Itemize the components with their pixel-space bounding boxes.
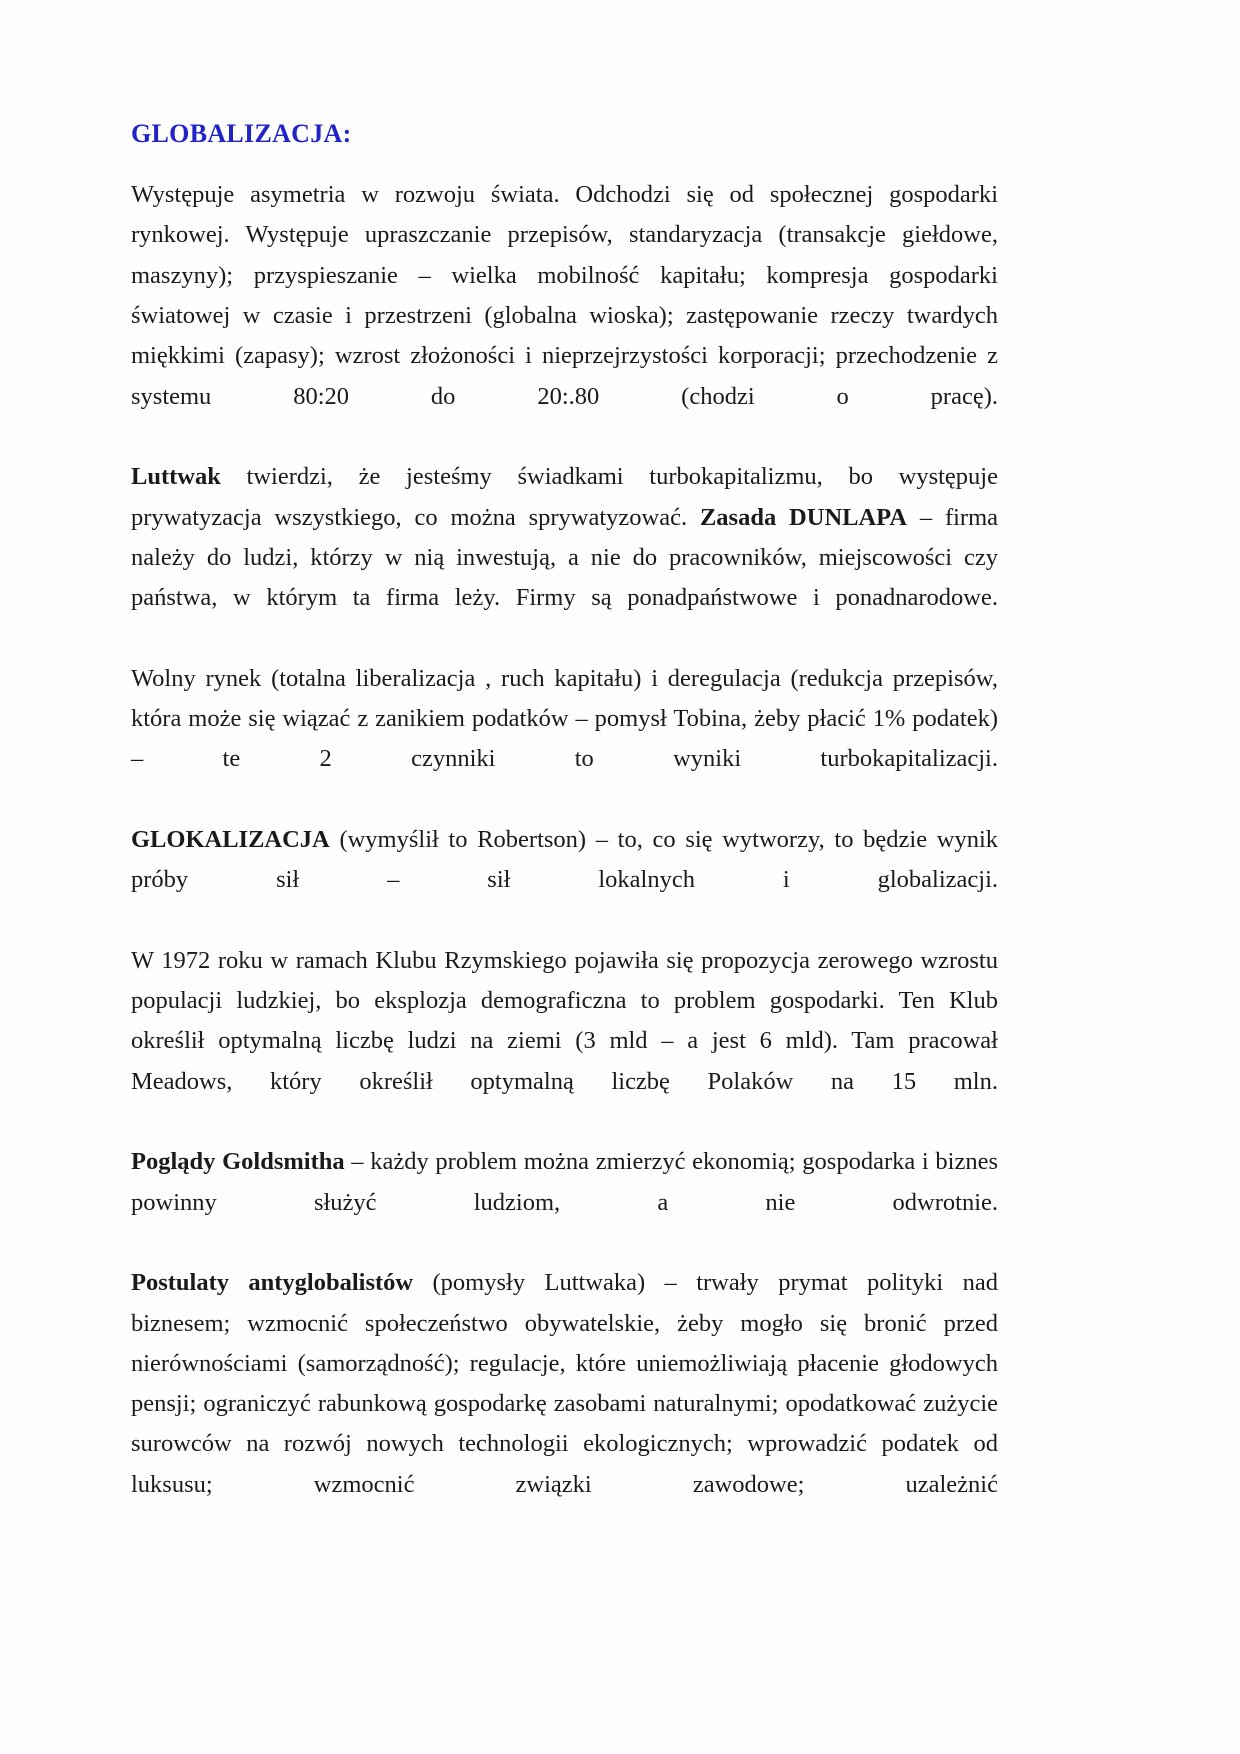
text-run: Wolny rynek (totalna liberalizacja , ruch kapitału) i deregulacja (redukcja przepisów, która może się wiązać z zanikiem podatków – pomysł Tobina, żeby płacić 1% podatek) – te 2 czynniki to wyniki turbokapitalizacji. [131,664,998,773]
paragraph [131,1142,998,1263]
paragraph [131,457,998,658]
text-run: (pomysły Luttwaka) – trwały prymat polityki nad biznesem; wzmocnić społeczeństwo obywatelskie, żeby mogło się bronić przed nierównościami (samorządność); regulacje, które uniemożliwiają płacenie głodowych pensji; ograniczyć rabunkową gospodarkę zasobami naturalnymi; opodatkować zużycie surowców na rozwój nowych technologii ekologicznych; wprowadzić podatek od luksusu; wzmocnić związki zawodowe; uzależnić [131,1269,998,1498]
emphasized-term: Poglądy Goldsmitha [131,1148,345,1176]
text-run: (wymyślił to Robertson) – to, co się wytworzy, to będzie wynik próby sił – sił lokalnych i globalizacji. [131,825,998,894]
text-run: twierdzi, że jesteśmy świadkami turbokapitalizmu, bo występuje prywatyzacja wszystkiego, co można sprywatyzować. [131,463,998,531]
page-title: GLOBALIZACJA: [131,119,352,148]
text-run: – firma należy do ludzi, którzy w nią inwestują, a nie do pracowników, miejscowości czy państwa, w którym ta firma leży. Firmy są ponadpaństwowe i ponadnarodowe. [131,503,998,612]
paragraph [131,1263,998,1545]
paragraph [131,659,998,820]
paragraph [131,820,998,941]
emphasized-term: GLOKALIZACJA [131,825,330,853]
document-body [131,175,998,1545]
text-run: W 1972 roku w ramach Klubu Rzymskiego pojawiła się propozycja zerowego wzrostu populacji ludzkiej, bo eksplozja demograficzna to problem gospodarki. Ten Klub określił optymalną liczbę ludzi na ziemi (3 mld – a jest 6 mld). Tam pracował Meadows, który określił optymalną liczbę Polaków na 15 mln. [131,946,998,1095]
emphasized-term: Postulaty antyglobalistów [131,1269,414,1297]
paragraph [131,941,998,1142]
text-run: Występuje asymetria w rozwoju świata. Odchodzi się od społecznej gospodarki rynkowej. Występuje upraszczanie przepisów, standaryzacja (transakcje giełdowe, maszyny); przyspieszanie – wielka mobilność kapitału; kompresja gospodarki światowej w czasie i przestrzeni (globalna wioska); zastępowanie rzeczy twardych miękkimi (zapasy); wzrost złożoności i nieprzejrzystości korporacji; przechodzenie z systemu 80:20 do 20:.80 (chodzi o pracę). [131,181,998,410]
text-run: – każdy problem można zmierzyć ekonomią; gospodarka i biznes powinny służyć ludziom, a nie odwrotnie. [131,1148,998,1216]
paragraph [131,175,998,457]
emphasized-term: Luttwak [131,463,221,491]
emphasized-term: Zasada DUNLAPA [699,503,908,531]
